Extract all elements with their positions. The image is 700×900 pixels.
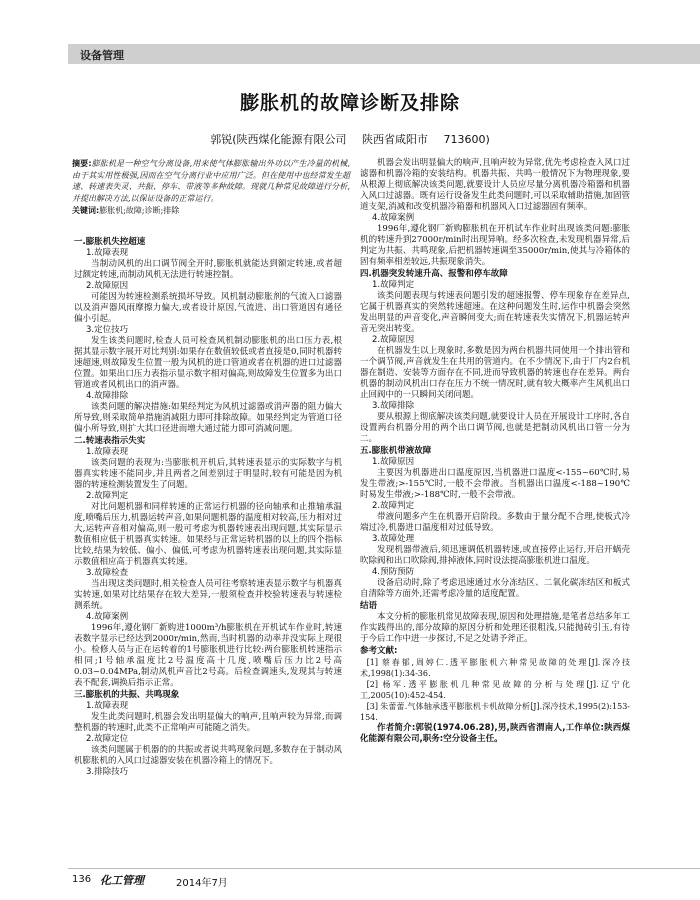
subsection-heading: 2.故障原因 [86,281,129,291]
subsection-heading: 3.排除技巧 [86,767,129,777]
paragraph: 机器会发出明显偏大的响声,且响声较为异常,优先考虑检查入风口过滤器和机器冷箱的安装结构。机器共振、共鸣一般情况下为物理现象,要从根源上彻底解决该类问题,就要设计人员应尽量分离机器冷箱器和机器入风口过滤器。既有运行设备发生此类问题时,可以采取辅助措施,加固管道支架,消减和改变机器冷箱器和机器风入口过滤器固有频率。 [360,158,630,212]
subsection-heading: 4.故障案例 [86,612,129,622]
reference-text: 杨军.透平膨胀机几种常见故障的分析与处理[J].辽宁化工,2005(10):452-454. [360,680,630,700]
journal-name: 化工管理 [100,874,144,887]
right-column [360,158,630,745]
subsection-heading: 1.故障表现 [86,248,129,258]
abstract-text: 膨胀机是一种空气分离设备,用来使气体膨胀输出外功以产生冷量的机械,由于其实用性极强,因而在空气分离行业中应用广泛。但在使用中也经常发生超速、转速表失灵、共振、停车、带液等多种故障。现就几种常见故障进行分析,并提出解决方法,以保证设备的正常运行。 [72,159,350,203]
subsection-heading: 4.故障排除 [86,391,129,401]
subsection-heading: 4.故障案例 [372,213,415,223]
paragraph: 该类问题的解决措施:如果经判定为风机过滤器或消声器的阻力偏大所导致,则采取简单措施消减阻力即可排除故障。如果经判定为管道口径偏小所导致,则扩大其口径进而增大通过能力即可消减问题。 [74,402,342,434]
keywords-label: 关键词: [72,206,100,216]
section-label: 设备管理 [80,49,124,62]
section-header [68,44,700,64]
left-column [74,236,342,778]
section-heading: 五.膨胀机带液故障 [360,446,432,456]
reference-number: [2] [366,680,378,689]
subsection-heading: 3.故障排除 [372,401,415,411]
subsection-heading: 3.故障处理 [372,534,415,544]
subsection-heading: 1.故障表现 [86,447,129,457]
reference-number: [1] [366,658,378,667]
paragraph: 1996年,遵化钢厂新购进1000m³/h膨胀机在开机试车作业时,转速表数字显示已经达到2000r/min,然而,当时机器的动率并没实际上现很小。检修人员与正在运转着的1号膨胀机进行比较:两台膨胀机转速指示相同;1号轴承温度比2号温度高十几度,喷嘴后压力比2号高0.03~0.04MPa,制动风机声音比2号高。后检查调速头,发现其与转速表不配套,调换后指示正常。 [74,623,342,688]
conclusion-heading: 结语 [360,601,378,611]
page-footer [68,868,700,889]
subsection-heading: 2.故障判定 [372,501,415,511]
subsection-heading: 2.故障定位 [86,734,129,744]
paragraph: 带液问题多产生在机器开启阶段。多数由于量分配不合理,使板式冷端过冷,机器进口温度相对过低导致。 [360,512,630,533]
subsection-heading: 1.故障表现 [86,701,129,711]
paragraph: 对比问题机器和同样转速的正常运行机器的径向轴承和止推轴承温度,喷嘴后压力,机器运转声音,如果问题机器的温度相对较高,压力相对过大,运转声音相对偏高,则一般可考虑为机器转速表出现问题,其实际显示数值相应低于机器真实转速。如果经与正常运转机器的以上的四个指标比较,结果为较低、偏小、偏低,可考虑为机器转速表出现问题,其实际显示数值相应高于机器真实转速。 [74,502,342,567]
article-title: 膨胀机的故障诊断及排除 [239,92,460,114]
references-heading: 参考文献: [360,646,398,656]
reference-item [360,701,630,723]
conclusion-paragraph: 本文分析的膨胀机常见故障表现,原因和处理措施,是笔者总结多年工作实践得出的,部分故障的原因分析和处理还很粗浅,只能抛砖引玉,有待于今后工作中进一步探讨,不足之处请予斧正。 [360,612,630,644]
reference-text: 朱蕾蕾.气体轴承透平膨胀机卡机故障分析[J].深冷技术,1995(2):153-154. [360,702,630,722]
paragraph: 该类问题属于机器的的共振或者说共鸣现象问题,多数存在于制动风机膨胀机的入风口过滤器安装在机器冷箱上的情况下。 [74,745,342,766]
paragraph: 该类问题的表现为:当膨胀机开机后,其转速表显示的实际数字与机器真实转速不能同步,并且两者之间差别过于明显时,较有可能是因为机器的转速检测装置发生了问题。 [74,458,342,490]
paragraph: 发生该类问题时,检查人员可检查风机制动膨胀机的出口压力表,根据其显示数字展开对比判别:如果存在数值较低或者直接是0,同时机器转速超速,则故障发生位置一般为风机的进口管道或者在机器的进口过滤器位置。如果出口压力表指示显示数字相对偏高,则故障发生位置多为出口管道或者风机出口的消声器。 [74,336,342,390]
author-line [0,131,700,147]
author-bio: 作者简介:郭锐(1974.06.28),男,陕西省渭南人,工作单位:陕西煤化能源有限公司,职务:空分设备主任。 [360,723,630,744]
paragraph: 设备启动时,除了考虑迅速通过水分冻结区、二氧化碳冻结区和板式自清除等方面外,还需考虑冷量的适度配置。 [360,578,630,599]
keywords [72,205,350,217]
journal-issue: 2014年7月 [176,878,228,889]
paragraph: 当出现这类问题时,相关检查人员可往考察转速表显示数字与机器真实转速,如果对比结果存在较大差异,一般须检查并校验转速表与转速检测系统。 [74,579,342,611]
subsection-heading: 3.故障检查 [86,568,129,578]
subsection-heading: 3.定位技巧 [86,325,129,335]
reference-item [360,679,630,701]
subsection-heading: 1.故障判定 [372,280,415,290]
subsection-heading: 2.故障原因 [372,335,415,345]
reference-number: [3] [366,702,378,711]
abstract [72,158,350,217]
reference-item [360,657,630,679]
paragraph: 发生此类问题时,机器会发出明显偏大的响声,且响声较为异常,而调整机器的转速时,此类不正常响声可能随之消失。 [74,712,342,733]
subsection-heading: 4.预防预防 [372,567,415,577]
paragraph: 该类问题表现与转速表问题引发的超速报警、停车现象存在差异点,它属于机器真实的突然转速超速。在这种问题发生时,运作中机器会突然发出明显的声音变化,声音瞬间变大;而在转速表失实情况下,机器运转声音无突出转变。 [360,291,630,334]
paragraph: 发现机器带液后,须迅速调低机器转速,或直接停止运行,开启开蜗壳吹除阀和出口吹除阀,排掉液体,同时设法提高膨胀机进口温度。 [360,545,630,566]
paragraph: 要从根源上彻底解决该类问题,就要设计人员在开展设计工序时,各自设置两台机器分用的两个出口调节阀,也就是把制动风机出口管一分为二。 [360,412,630,444]
reference-text: 蔡春郁,周婷仁.透平膨胀机六种常见故障的处理[J].深冷技术,1998(1):34-36. [360,658,630,678]
paragraph: 当制动风机的出口调节阀全开时,膨胀机就能达到额定转速,或者超过额定转速,而制动风机无法进行转速控制。 [74,259,342,280]
author-name: 郭锐(陕西煤化能源有限公司 [210,133,347,146]
paragraph: 1996年,遵化钢厂新购膨胀机在开机试车作业时出现该类问题:膨胀机的转速升到27000r/min时出现异响。经多次检查,未发现机器异常,后判定为共振、共鸣现象,后把机器转速调至35000r/min,使其与冷箱体的固有频率相差较远,共振现象消失。 [360,224,630,267]
author-zip: 713600) [443,133,490,146]
section-heading: 二.转速表指示失实 [74,436,146,446]
section-heading: 三.膨胀机的共振、共鸣现象 [74,690,180,700]
paragraph: 在机器发生以上现象时,多数是因为两台机器共同使用一个排出管和一个调节阀,声音就发生在共用的管道内。在不少情况下,由于厂内2台机器在制造、安装等方面存在不同,进而导致机器的转速也存在差异。两台机器的制动风机出口存在压力不统一情况时,就有较大概率产生风机出口止回阀中的一只瞬间关闭问题。 [360,346,630,400]
paragraph: 主要因为机器进出口温度原因,当机器进口温度<-155~60℃时,易发生带液;>-155℃时,一般不会带液。当机器出口温度<-188~190℃时易发生带液;>-188℃时,一般不会带液。 [360,468,630,500]
subsection-heading: 2.故障判定 [86,491,129,501]
section-heading: 四.机器突发转速升高、报警和停车故障 [360,269,508,279]
author-place: 陕西省咸阳市 [362,133,428,146]
subsection-heading: 1.故障原因 [372,457,415,467]
paragraph: 可能因为转速检测系统损坏导致。风机制动膨胀剂的气流入口滤器以及消声器风雨摩擦力偏大,或者设计原因,气流进、出口管道因有通径偏小引起。 [74,292,342,324]
keywords-text: 膨胀机;故障;诊断;排除 [99,206,180,216]
page-number: 136 [72,874,92,885]
abstract-label: 摘要: [72,159,92,168]
section-heading: 一.膨胀机失控超速 [74,237,146,247]
